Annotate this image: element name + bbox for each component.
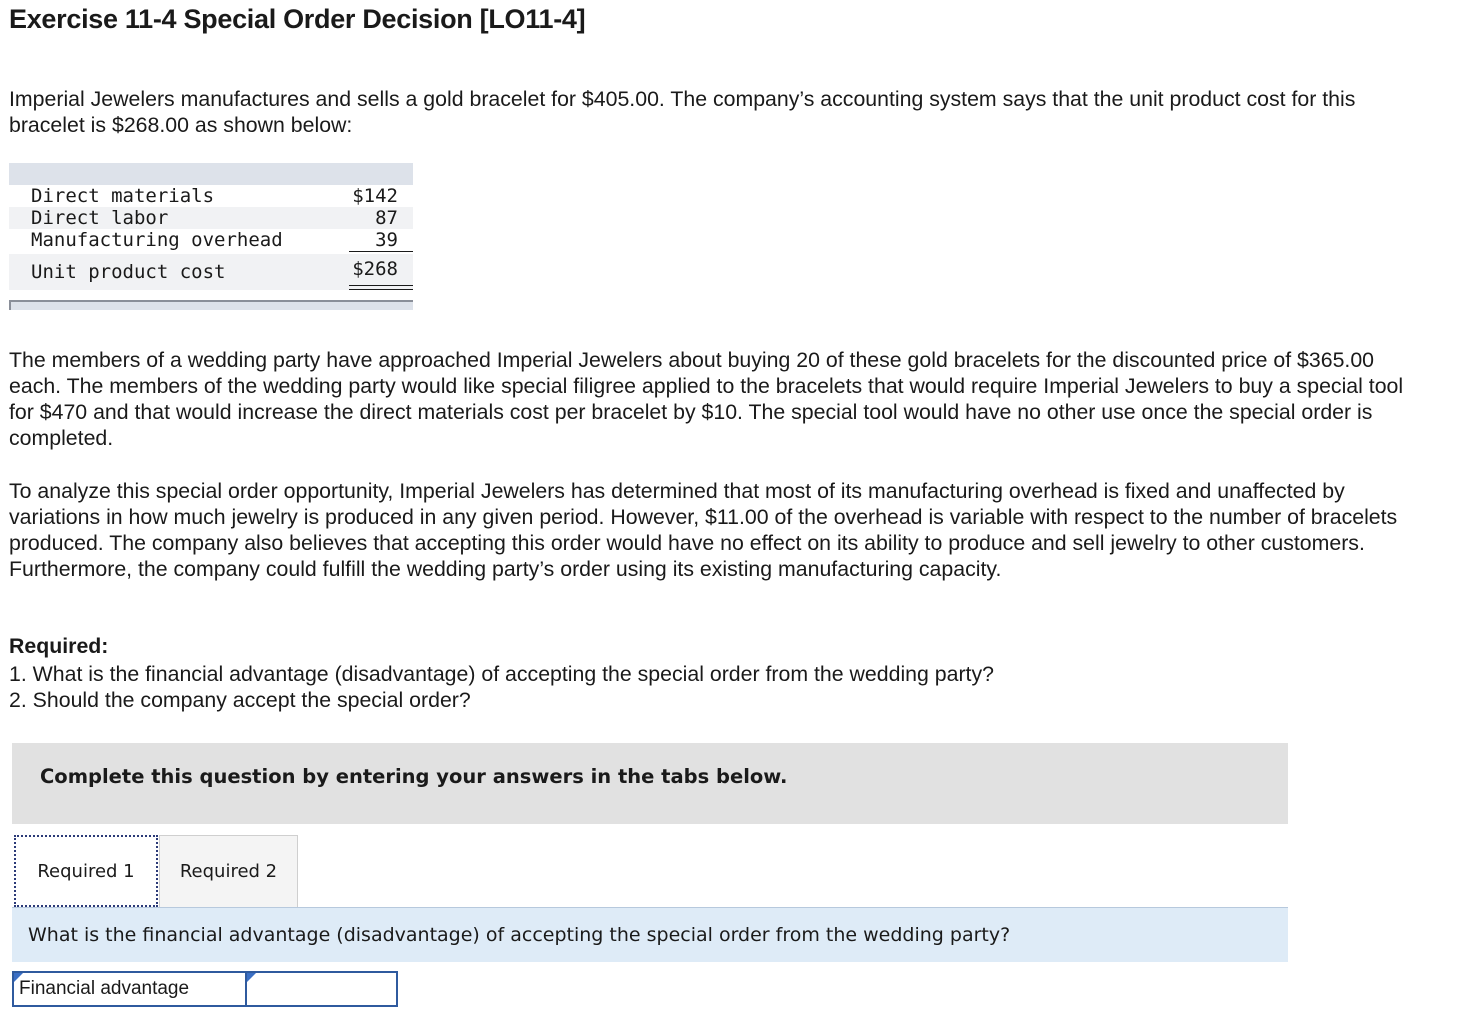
financial-advantage-input[interactable]: [247, 973, 396, 1005]
required-list: [9, 661, 994, 713]
required-item-2: 2. Should the company accept the special order?: [9, 688, 471, 712]
answer-label: Financial advantage: [19, 978, 190, 999]
unit-cost-table: [9, 163, 413, 312]
total-double-underline: [349, 285, 413, 290]
table-row-direct-labor: [9, 207, 413, 229]
tab-required-2[interactable]: [159, 835, 298, 907]
table-row-manufacturing-overhead: [9, 229, 413, 253]
subtotal-underline: [349, 251, 413, 252]
tab-label: Required 1: [37, 860, 135, 882]
cost-label: Direct materials: [31, 185, 215, 207]
answer-row: [12, 971, 398, 1007]
answer-tabs: [12, 824, 1288, 908]
total-label: Unit product cost: [31, 261, 226, 283]
tab-label: Required 2: [179, 861, 278, 882]
cost-value: 87: [375, 207, 398, 229]
input-marker-icon: [247, 973, 256, 982]
tab-required-1[interactable]: [14, 835, 158, 907]
overhead-analysis-paragraph: To analyze this special order opportunity, Imperial Jewelers has determined that most of its manufacturing overhead is fixed and unaffected by variations in how much jewelry is produced in any given period. However, $11.00 of the overhead is variable with respect to the number of bracelets produced. The company also believes that accepting this order would have no effect on its ability to produce and sell jewelry to other customers. Furthermore, the company could fulfill the wedding party’s order using its existing manufacturing capacity.: [9, 479, 1398, 581]
intro-paragraph: Imperial Jewelers manufactures and sells a gold bracelet for $405.00. The company’s accounting system says that the unit product cost for this bracelet is $268.00 as shown below:: [9, 87, 1356, 137]
instructions-box: [12, 743, 1288, 824]
cost-value: 39: [375, 229, 398, 251]
page-title: Exercise 11-4 Special Order Decision [LO11-4]: [9, 4, 586, 34]
table-row-direct-materials: [9, 185, 413, 207]
answer-label-cell[interactable]: [14, 973, 247, 1005]
table-header-bar: [9, 163, 413, 185]
cost-label: Manufacturing overhead: [31, 229, 283, 251]
question-prompt: What is the financial advantage (disadvantage) of accepting the special order from the wedding party?: [28, 924, 1011, 946]
total-value: $268: [352, 258, 398, 280]
cost-label: Direct labor: [31, 207, 169, 229]
special-order-paragraph: The members of a wedding party have approached Imperial Jewelers about buying 20 of these gold bracelets for the discounted price of $365.00 each. The members of the wedding party would like special filigree applied to the bracelets that would require Imperial Jewelers to buy a special tool for $470 and that would increase the direct materials cost per bracelet by $10. The special tool would have no other use once the special order is completed.: [9, 348, 1404, 450]
dropdown-marker-icon: [14, 973, 23, 982]
required-item-1: 1. What is the financial advantage (disadvantage) of accepting the special order from the wedding party?: [9, 662, 994, 686]
table-footer-bar: [9, 300, 413, 310]
question-prompt-bar: [12, 907, 1288, 962]
required-heading: Required:: [9, 634, 109, 658]
instructions-text: Complete this question by entering your answers in the tabs below.: [40, 765, 788, 788]
cost-value: $142: [352, 185, 398, 207]
